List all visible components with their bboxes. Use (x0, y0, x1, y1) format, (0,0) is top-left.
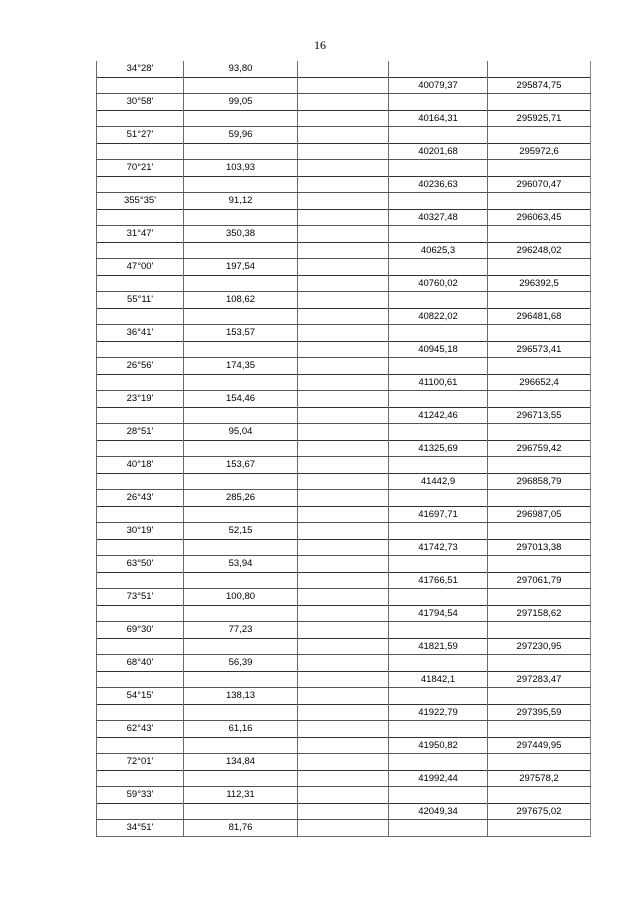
x-coordinate-cell (389, 259, 488, 276)
x-coordinate-cell (389, 127, 488, 144)
x-coordinate-cell (389, 589, 488, 606)
distance-cell (184, 209, 298, 226)
blank-cell (298, 737, 389, 754)
y-coordinate-cell: 297230,95 (488, 638, 591, 655)
point-row (97, 110, 591, 127)
direction-angle-cell: 26°56' (97, 358, 184, 375)
point-row (97, 209, 591, 226)
y-coordinate-cell: 296652,4 (488, 374, 591, 391)
segment-row (97, 490, 591, 507)
segment-row (97, 523, 591, 540)
blank-cell (298, 374, 389, 391)
blank-cell (298, 506, 389, 523)
x-coordinate-cell: 41922,79 (389, 704, 488, 721)
x-coordinate-cell: 40822,02 (389, 308, 488, 325)
y-coordinate-cell: 295874,75 (488, 77, 591, 94)
direction-angle-cell (97, 737, 184, 754)
blank-cell (298, 242, 389, 259)
blank-cell (298, 539, 389, 556)
y-coordinate-cell (488, 358, 591, 375)
direction-angle-cell (97, 440, 184, 457)
point-row (97, 704, 591, 721)
direction-angle-cell (97, 110, 184, 127)
y-coordinate-cell: 297283,47 (488, 671, 591, 688)
x-coordinate-cell (389, 226, 488, 243)
y-coordinate-cell (488, 259, 591, 276)
y-coordinate-cell (488, 325, 591, 342)
distance-cell: 154,46 (184, 391, 298, 408)
y-coordinate-cell: 297061,79 (488, 572, 591, 589)
direction-angle-cell (97, 638, 184, 655)
y-coordinate-cell: 296858,79 (488, 473, 591, 490)
direction-angle-cell (97, 506, 184, 523)
x-coordinate-cell (389, 556, 488, 573)
x-coordinate-cell (389, 193, 488, 210)
x-coordinate-cell: 41697,71 (389, 506, 488, 523)
y-coordinate-cell (488, 61, 591, 77)
y-coordinate-cell (488, 523, 591, 540)
distance-cell (184, 671, 298, 688)
point-row (97, 143, 591, 160)
x-coordinate-cell: 41766,51 (389, 572, 488, 589)
y-coordinate-cell: 297395,59 (488, 704, 591, 721)
point-row (97, 803, 591, 820)
segment-row (97, 820, 591, 837)
x-coordinate-cell (389, 325, 488, 342)
y-coordinate-cell (488, 622, 591, 639)
x-coordinate-cell: 40164,31 (389, 110, 488, 127)
x-coordinate-cell: 41742,73 (389, 539, 488, 556)
blank-cell (298, 556, 389, 573)
direction-angle-cell (97, 473, 184, 490)
segment-row (97, 688, 591, 705)
direction-angle-cell: 63°50' (97, 556, 184, 573)
blank-cell (298, 523, 389, 540)
distance-cell: 285,26 (184, 490, 298, 507)
x-coordinate-cell: 40625,3 (389, 242, 488, 259)
coordinates-table (96, 61, 591, 837)
direction-angle-cell: 30°19' (97, 523, 184, 540)
distance-cell (184, 440, 298, 457)
point-row (97, 737, 591, 754)
direction-angle-cell: 72°01' (97, 754, 184, 771)
direction-angle-cell: 70°21' (97, 160, 184, 177)
direction-angle-cell (97, 209, 184, 226)
distance-cell (184, 638, 298, 655)
y-coordinate-cell (488, 721, 591, 738)
blank-cell (298, 61, 389, 77)
segment-row (97, 94, 591, 111)
x-coordinate-cell (389, 754, 488, 771)
y-coordinate-cell (488, 292, 591, 309)
blank-cell (298, 572, 389, 589)
blank-cell (298, 671, 389, 688)
direction-angle-cell: 36°41' (97, 325, 184, 342)
direction-angle-cell (97, 176, 184, 193)
distance-cell: 112,31 (184, 787, 298, 804)
x-coordinate-cell (389, 655, 488, 672)
direction-angle-cell: 34°28' (97, 61, 184, 77)
segment-row (97, 787, 591, 804)
blank-cell (298, 704, 389, 721)
point-row (97, 407, 591, 424)
x-coordinate-cell (389, 622, 488, 639)
blank-cell (298, 457, 389, 474)
distance-cell: 53,94 (184, 556, 298, 573)
point-row (97, 242, 591, 259)
x-coordinate-cell: 40760,02 (389, 275, 488, 292)
blank-cell (298, 622, 389, 639)
blank-cell (298, 127, 389, 144)
x-coordinate-cell: 41794,54 (389, 605, 488, 622)
distance-cell (184, 341, 298, 358)
y-coordinate-cell (488, 490, 591, 507)
direction-angle-cell: 59°33' (97, 787, 184, 804)
blank-cell (298, 440, 389, 457)
blank-cell (298, 787, 389, 804)
direction-angle-cell: 40°18' (97, 457, 184, 474)
y-coordinate-cell: 296759,42 (488, 440, 591, 457)
blank-cell (298, 688, 389, 705)
blank-cell (298, 770, 389, 787)
segment-row (97, 721, 591, 738)
blank-cell (298, 358, 389, 375)
y-coordinate-cell: 295925,71 (488, 110, 591, 127)
x-coordinate-cell (389, 358, 488, 375)
x-coordinate-cell: 40945,18 (389, 341, 488, 358)
direction-angle-cell: 62°43' (97, 721, 184, 738)
blank-cell (298, 193, 389, 210)
blank-cell (298, 754, 389, 771)
blank-cell (298, 292, 389, 309)
y-coordinate-cell (488, 127, 591, 144)
x-coordinate-cell: 41842,1 (389, 671, 488, 688)
x-coordinate-cell: 41242,46 (389, 407, 488, 424)
distance-cell (184, 407, 298, 424)
distance-cell: 138,13 (184, 688, 298, 705)
distance-cell: 100,80 (184, 589, 298, 606)
blank-cell (298, 176, 389, 193)
segment-row (97, 127, 591, 144)
distance-cell (184, 176, 298, 193)
y-coordinate-cell (488, 94, 591, 111)
x-coordinate-cell (389, 820, 488, 837)
point-row (97, 77, 591, 94)
y-coordinate-cell: 297578,2 (488, 770, 591, 787)
y-coordinate-cell: 295972,6 (488, 143, 591, 160)
direction-angle-cell: 23°19' (97, 391, 184, 408)
blank-cell (298, 820, 389, 837)
x-coordinate-cell (389, 160, 488, 177)
point-row (97, 605, 591, 622)
segment-row (97, 424, 591, 441)
distance-cell (184, 704, 298, 721)
direction-angle-cell (97, 605, 184, 622)
blank-cell (298, 803, 389, 820)
distance-cell (184, 143, 298, 160)
segment-row (97, 589, 591, 606)
direction-angle-cell: 55°11' (97, 292, 184, 309)
x-coordinate-cell (389, 787, 488, 804)
y-coordinate-cell (488, 655, 591, 672)
y-coordinate-cell: 296248,02 (488, 242, 591, 259)
y-coordinate-cell (488, 688, 591, 705)
distance-cell: 52,15 (184, 523, 298, 540)
point-row (97, 473, 591, 490)
y-coordinate-cell: 296987,05 (488, 506, 591, 523)
distance-cell (184, 473, 298, 490)
blank-cell (298, 77, 389, 94)
distance-cell: 350,38 (184, 226, 298, 243)
blank-cell (298, 143, 389, 160)
segment-row (97, 754, 591, 771)
direction-angle-cell: 28°51' (97, 424, 184, 441)
distance-cell (184, 803, 298, 820)
blank-cell (298, 226, 389, 243)
y-coordinate-cell (488, 193, 591, 210)
distance-cell (184, 539, 298, 556)
blank-cell (298, 589, 389, 606)
y-coordinate-cell (488, 589, 591, 606)
x-coordinate-cell (389, 490, 488, 507)
point-row (97, 539, 591, 556)
distance-cell: 77,23 (184, 622, 298, 639)
direction-angle-cell: 73°51' (97, 589, 184, 606)
distance-cell: 99,05 (184, 94, 298, 111)
direction-angle-cell: 355°35' (97, 193, 184, 210)
blank-cell (298, 638, 389, 655)
y-coordinate-cell (488, 820, 591, 837)
direction-angle-cell (97, 539, 184, 556)
point-row (97, 572, 591, 589)
distance-cell: 153,67 (184, 457, 298, 474)
y-coordinate-cell (488, 424, 591, 441)
y-coordinate-cell: 296573,41 (488, 341, 591, 358)
distance-cell (184, 770, 298, 787)
distance-cell (184, 308, 298, 325)
x-coordinate-cell: 41821,59 (389, 638, 488, 655)
y-coordinate-cell (488, 556, 591, 573)
blank-cell (298, 391, 389, 408)
distance-cell (184, 110, 298, 127)
x-coordinate-cell (389, 424, 488, 441)
segment-row (97, 160, 591, 177)
blank-cell (298, 308, 389, 325)
blank-cell (298, 655, 389, 672)
x-coordinate-cell: 41100,61 (389, 374, 488, 391)
distance-cell: 59,96 (184, 127, 298, 144)
y-coordinate-cell: 297158,62 (488, 605, 591, 622)
segment-row (97, 61, 591, 77)
y-coordinate-cell (488, 754, 591, 771)
y-coordinate-cell: 297675,02 (488, 803, 591, 820)
x-coordinate-cell (389, 391, 488, 408)
distance-cell: 56,39 (184, 655, 298, 672)
x-coordinate-cell (389, 523, 488, 540)
segment-row (97, 292, 591, 309)
blank-cell (298, 94, 389, 111)
direction-angle-cell: 47°00' (97, 259, 184, 276)
x-coordinate-cell: 41992,44 (389, 770, 488, 787)
point-row (97, 671, 591, 688)
y-coordinate-cell: 296481,68 (488, 308, 591, 325)
distance-cell: 91,12 (184, 193, 298, 210)
direction-angle-cell (97, 143, 184, 160)
direction-angle-cell: 68°40' (97, 655, 184, 672)
y-coordinate-cell (488, 391, 591, 408)
x-coordinate-cell: 41442,9 (389, 473, 488, 490)
blank-cell (298, 341, 389, 358)
distance-cell (184, 506, 298, 523)
distance-cell: 134,84 (184, 754, 298, 771)
direction-angle-cell (97, 770, 184, 787)
distance-cell (184, 77, 298, 94)
point-row (97, 374, 591, 391)
y-coordinate-cell: 296063,45 (488, 209, 591, 226)
direction-angle-cell (97, 308, 184, 325)
x-coordinate-cell (389, 94, 488, 111)
blank-cell (298, 325, 389, 342)
x-coordinate-cell (389, 61, 488, 77)
direction-angle-cell (97, 671, 184, 688)
direction-angle-cell (97, 77, 184, 94)
blank-cell (298, 605, 389, 622)
page-number: 16 (314, 38, 326, 52)
x-coordinate-cell (389, 292, 488, 309)
direction-angle-cell (97, 572, 184, 589)
point-row (97, 176, 591, 193)
segment-row (97, 358, 591, 375)
distance-cell: 61,16 (184, 721, 298, 738)
blank-cell (298, 424, 389, 441)
y-coordinate-cell: 297013,38 (488, 539, 591, 556)
segment-row (97, 457, 591, 474)
segment-row (97, 259, 591, 276)
y-coordinate-cell (488, 787, 591, 804)
y-coordinate-cell: 296713,55 (488, 407, 591, 424)
distance-cell: 174,35 (184, 358, 298, 375)
direction-angle-cell (97, 407, 184, 424)
y-coordinate-cell (488, 226, 591, 243)
x-coordinate-cell: 42049,34 (389, 803, 488, 820)
coordinates-table-body (97, 61, 591, 836)
x-coordinate-cell: 41325,69 (389, 440, 488, 457)
point-row (97, 506, 591, 523)
direction-angle-cell (97, 374, 184, 391)
distance-cell: 93,80 (184, 61, 298, 77)
blank-cell (298, 721, 389, 738)
x-coordinate-cell: 40236,63 (389, 176, 488, 193)
blank-cell (298, 407, 389, 424)
distance-cell (184, 275, 298, 292)
direction-angle-cell (97, 242, 184, 259)
direction-angle-cell: 26°43' (97, 490, 184, 507)
blank-cell (298, 160, 389, 177)
segment-row (97, 391, 591, 408)
distance-cell (184, 374, 298, 391)
distance-cell: 103,93 (184, 160, 298, 177)
blank-cell (298, 275, 389, 292)
point-row (97, 341, 591, 358)
y-coordinate-cell (488, 457, 591, 474)
y-coordinate-cell: 297449,95 (488, 737, 591, 754)
distance-cell: 81,76 (184, 820, 298, 837)
segment-row (97, 193, 591, 210)
direction-angle-cell: 51°27' (97, 127, 184, 144)
distance-cell: 108,62 (184, 292, 298, 309)
direction-angle-cell (97, 803, 184, 820)
point-row (97, 440, 591, 457)
direction-angle-cell: 34°51' (97, 820, 184, 837)
blank-cell (298, 209, 389, 226)
segment-row (97, 622, 591, 639)
x-coordinate-cell (389, 457, 488, 474)
direction-angle-cell (97, 704, 184, 721)
x-coordinate-cell: 40327,48 (389, 209, 488, 226)
direction-angle-cell: 54°15' (97, 688, 184, 705)
blank-cell (298, 259, 389, 276)
distance-cell: 153,57 (184, 325, 298, 342)
x-coordinate-cell: 40079,37 (389, 77, 488, 94)
distance-cell: 197,54 (184, 259, 298, 276)
distance-cell (184, 605, 298, 622)
blank-cell (298, 110, 389, 127)
segment-row (97, 655, 591, 672)
direction-angle-cell (97, 275, 184, 292)
direction-angle-cell: 30°58' (97, 94, 184, 111)
blank-cell (298, 490, 389, 507)
point-row (97, 638, 591, 655)
segment-row (97, 556, 591, 573)
y-coordinate-cell: 296392,5 (488, 275, 591, 292)
distance-cell (184, 572, 298, 589)
x-coordinate-cell (389, 688, 488, 705)
distance-cell (184, 737, 298, 754)
x-coordinate-cell: 41950,82 (389, 737, 488, 754)
blank-cell (298, 473, 389, 490)
distance-cell (184, 242, 298, 259)
y-coordinate-cell (488, 160, 591, 177)
x-coordinate-cell (389, 721, 488, 738)
direction-angle-cell: 31°47' (97, 226, 184, 243)
x-coordinate-cell: 40201,68 (389, 143, 488, 160)
y-coordinate-cell: 296070,47 (488, 176, 591, 193)
distance-cell: 95,04 (184, 424, 298, 441)
point-row (97, 308, 591, 325)
direction-angle-cell (97, 341, 184, 358)
segment-row (97, 226, 591, 243)
segment-row (97, 325, 591, 342)
point-row (97, 770, 591, 787)
point-row (97, 275, 591, 292)
direction-angle-cell: 69°30' (97, 622, 184, 639)
